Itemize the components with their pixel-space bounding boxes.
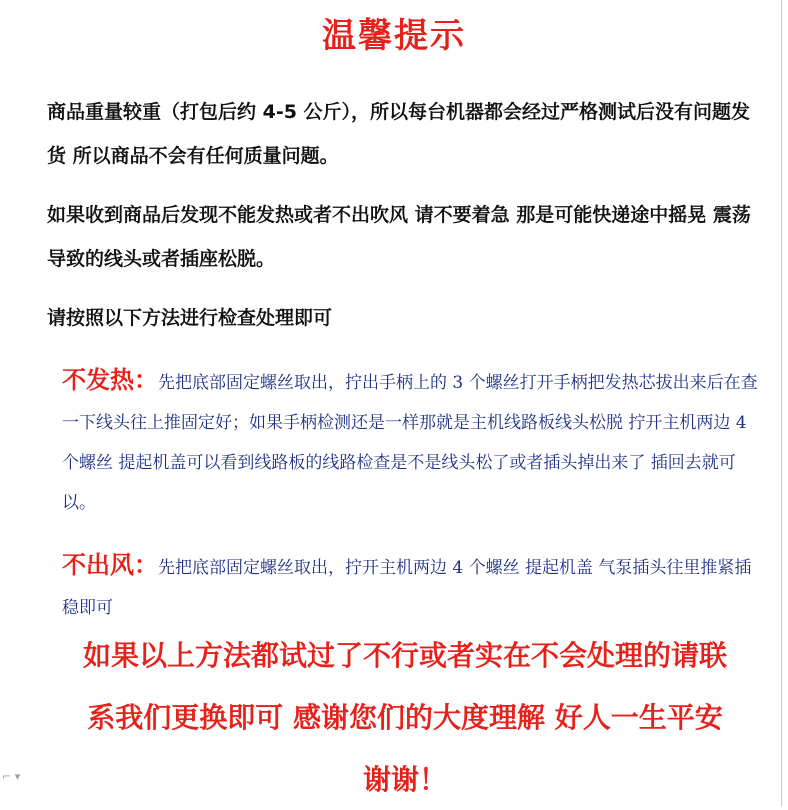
closing-line-1: 如果以上方法都试过了不行或者实在不会处理的请联: [82, 639, 727, 672]
paragraph-mark-icon: ⌐ ▾: [2, 770, 21, 783]
no-heat-heading: 不发热：: [62, 365, 158, 394]
no-wind-heading: 不出风：: [62, 550, 158, 579]
closing-thanks: 谢谢！: [362, 763, 447, 796]
no-heat-section: [62, 360, 768, 523]
no-wind-section: [62, 545, 768, 628]
no-heat-instructions: 先把底部固定螺丝取出，拧出手柄上的 3 个螺丝打开手柄把发热芯拔出来后在查一下线头往上推固定好；如果手柄检测还是一样那就是主机线路板线头松脱 拧开主机两边 4 个螺丝 提起机盖可以看到线路板的线路检查是不是线头松了或者插头掉出来了 插回去就可以。: [62, 373, 758, 513]
page-edge-divider: [781, 0, 782, 806]
shipping-notice-paragraph: 如果收到商品后发现不能发热或者不出吹风 请不要着急 那是可能快递途中摇晃 震荡导致的线头或者插座松脱。: [47, 204, 751, 270]
page-title: 温馨提示: [322, 16, 466, 56]
check-instruction-paragraph: 请按照以下方法进行检查处理即可: [47, 307, 333, 329]
weight-notice-paragraph: 商品重量较重（打包后约 4-5 公斤），所以每台机器都会经过严格测试后没有问题发货 所以商品不会有任何质量问题。: [47, 101, 751, 167]
no-wind-instructions: 先把底部固定螺丝取出，拧开主机两边 4 个螺丝 提起机盖 气泵插头往里推紧插稳即可: [62, 558, 752, 618]
closing-line-2: 系我们更换即可 感谢您们的大度理解 好人一生平安: [87, 701, 723, 734]
